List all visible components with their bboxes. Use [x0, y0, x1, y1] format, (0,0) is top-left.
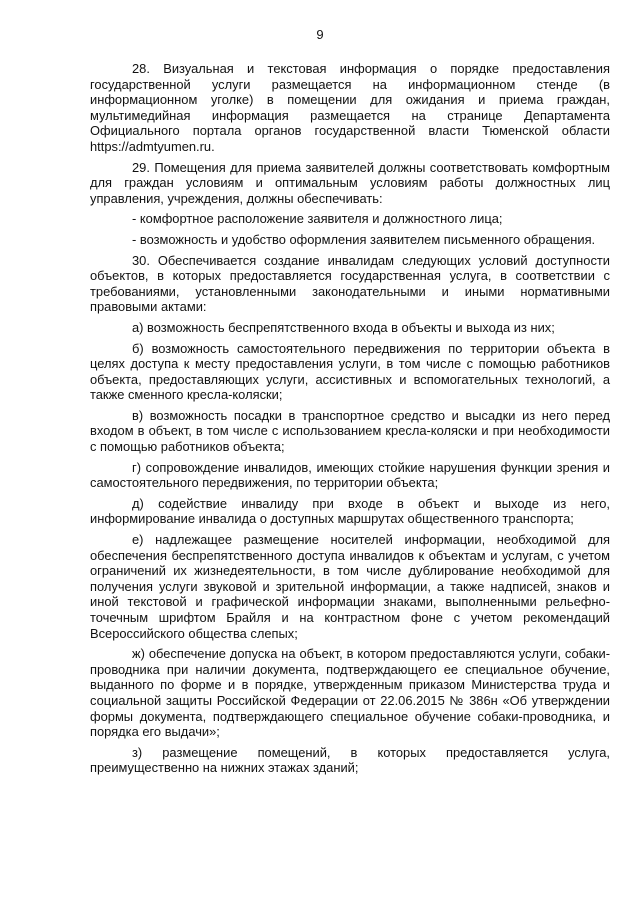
list-item-e: е) надлежащее размещение носителей информации, необходимой для обеспечения беспрепятственного доступа инвалидов к объектам и услугам, с учетом ограничений их жизнедеятельности, в том числе дублирование необходимой для получения услуги звуковой и зрительной информации, а также надписей, знаков и иной текстовой и графической информации знаками, выполненными рельефно-точечным шрифтом Брайля и на контрастном фоне с учетом рекомендаций Всероссийского общества слепых; [90, 532, 610, 641]
document-body [90, 61, 610, 781]
list-item-b: б) возможность самостоятельного передвижения по территории объекта в целях доступа к месту предоставления услуги, в том числе с помощью работников объекта, предоставляющих услуги, ассистивных и вспомогательных технологий, а также сменного кресла-коляски; [90, 340, 610, 403]
paragraph-29: 29. Помещения для приема заявителей должны соответствовать комфортным для граждан условиям и оптимальным условиям работы должностных лиц управления, учреждения, должны обеспечивать: [90, 159, 610, 206]
list-item-v: в) возможность посадки в транспортное средство и высадки из него перед входом в объект, в том числе с использованием кресла-коляски и при необходимости с помощью работников объекта; [90, 407, 610, 455]
list-item-d: д) содействие инвалиду при входе в объект и выходе из него, информирование инвалида о доступных маршрутах общественного транспорта; [90, 495, 610, 527]
list-item-zh: ж) обеспечение допуска на объект, в котором предоставляются услуги, собаки-проводника при наличии документа, подтверждающего ее специальное обучение, выданного по форме и в порядке, утвержденным приказом Министерства труда и социальной защиты Российской Федерации от 22.06.2015 № 386н «Об утверждении формы документа, подтверждающего специальное обучение собаки-проводника, и порядка его выдачи»; [90, 646, 610, 740]
paragraph-28: 28. Визуальная и текстовая информация о порядке предоставления государственной услуги размещается на информационном стенде (в информационном уголке) в помещении для ожидания и приема граждан, мультимедийная информация размещается на странице Департамента Официального портала органов государственной власти Тюменской области https://admtyumen.ru. [90, 61, 610, 154]
list-item-comfortable-location: - комфортное расположение заявителя и должностного лица; [132, 211, 503, 227]
paragraph-30: 30. Обеспечивается создание инвалидам следующих условий доступности объектов, в которых предоставляется государственная услуга, в соответствии с требованиями, установленными законодательными и иными нормативными правовыми актами: [90, 252, 610, 315]
list-item-g: г) сопровождение инвалидов, имеющих стойкие нарушения функции зрения и самостоятельного передвижения, по территории объекта; [90, 459, 610, 491]
page-number: 9 [316, 27, 324, 42]
list-item-written-appeal: - возможность и удобство оформления заявителем письменного обращения. [132, 231, 596, 247]
list-item-z: з) размещение помещений, в которых предоставляется услуга, преимущественно на нижних этажах зданий; [90, 744, 610, 776]
list-item-a: а) возможность беспрепятственного входа в объекты и выхода из них; [132, 319, 555, 335]
